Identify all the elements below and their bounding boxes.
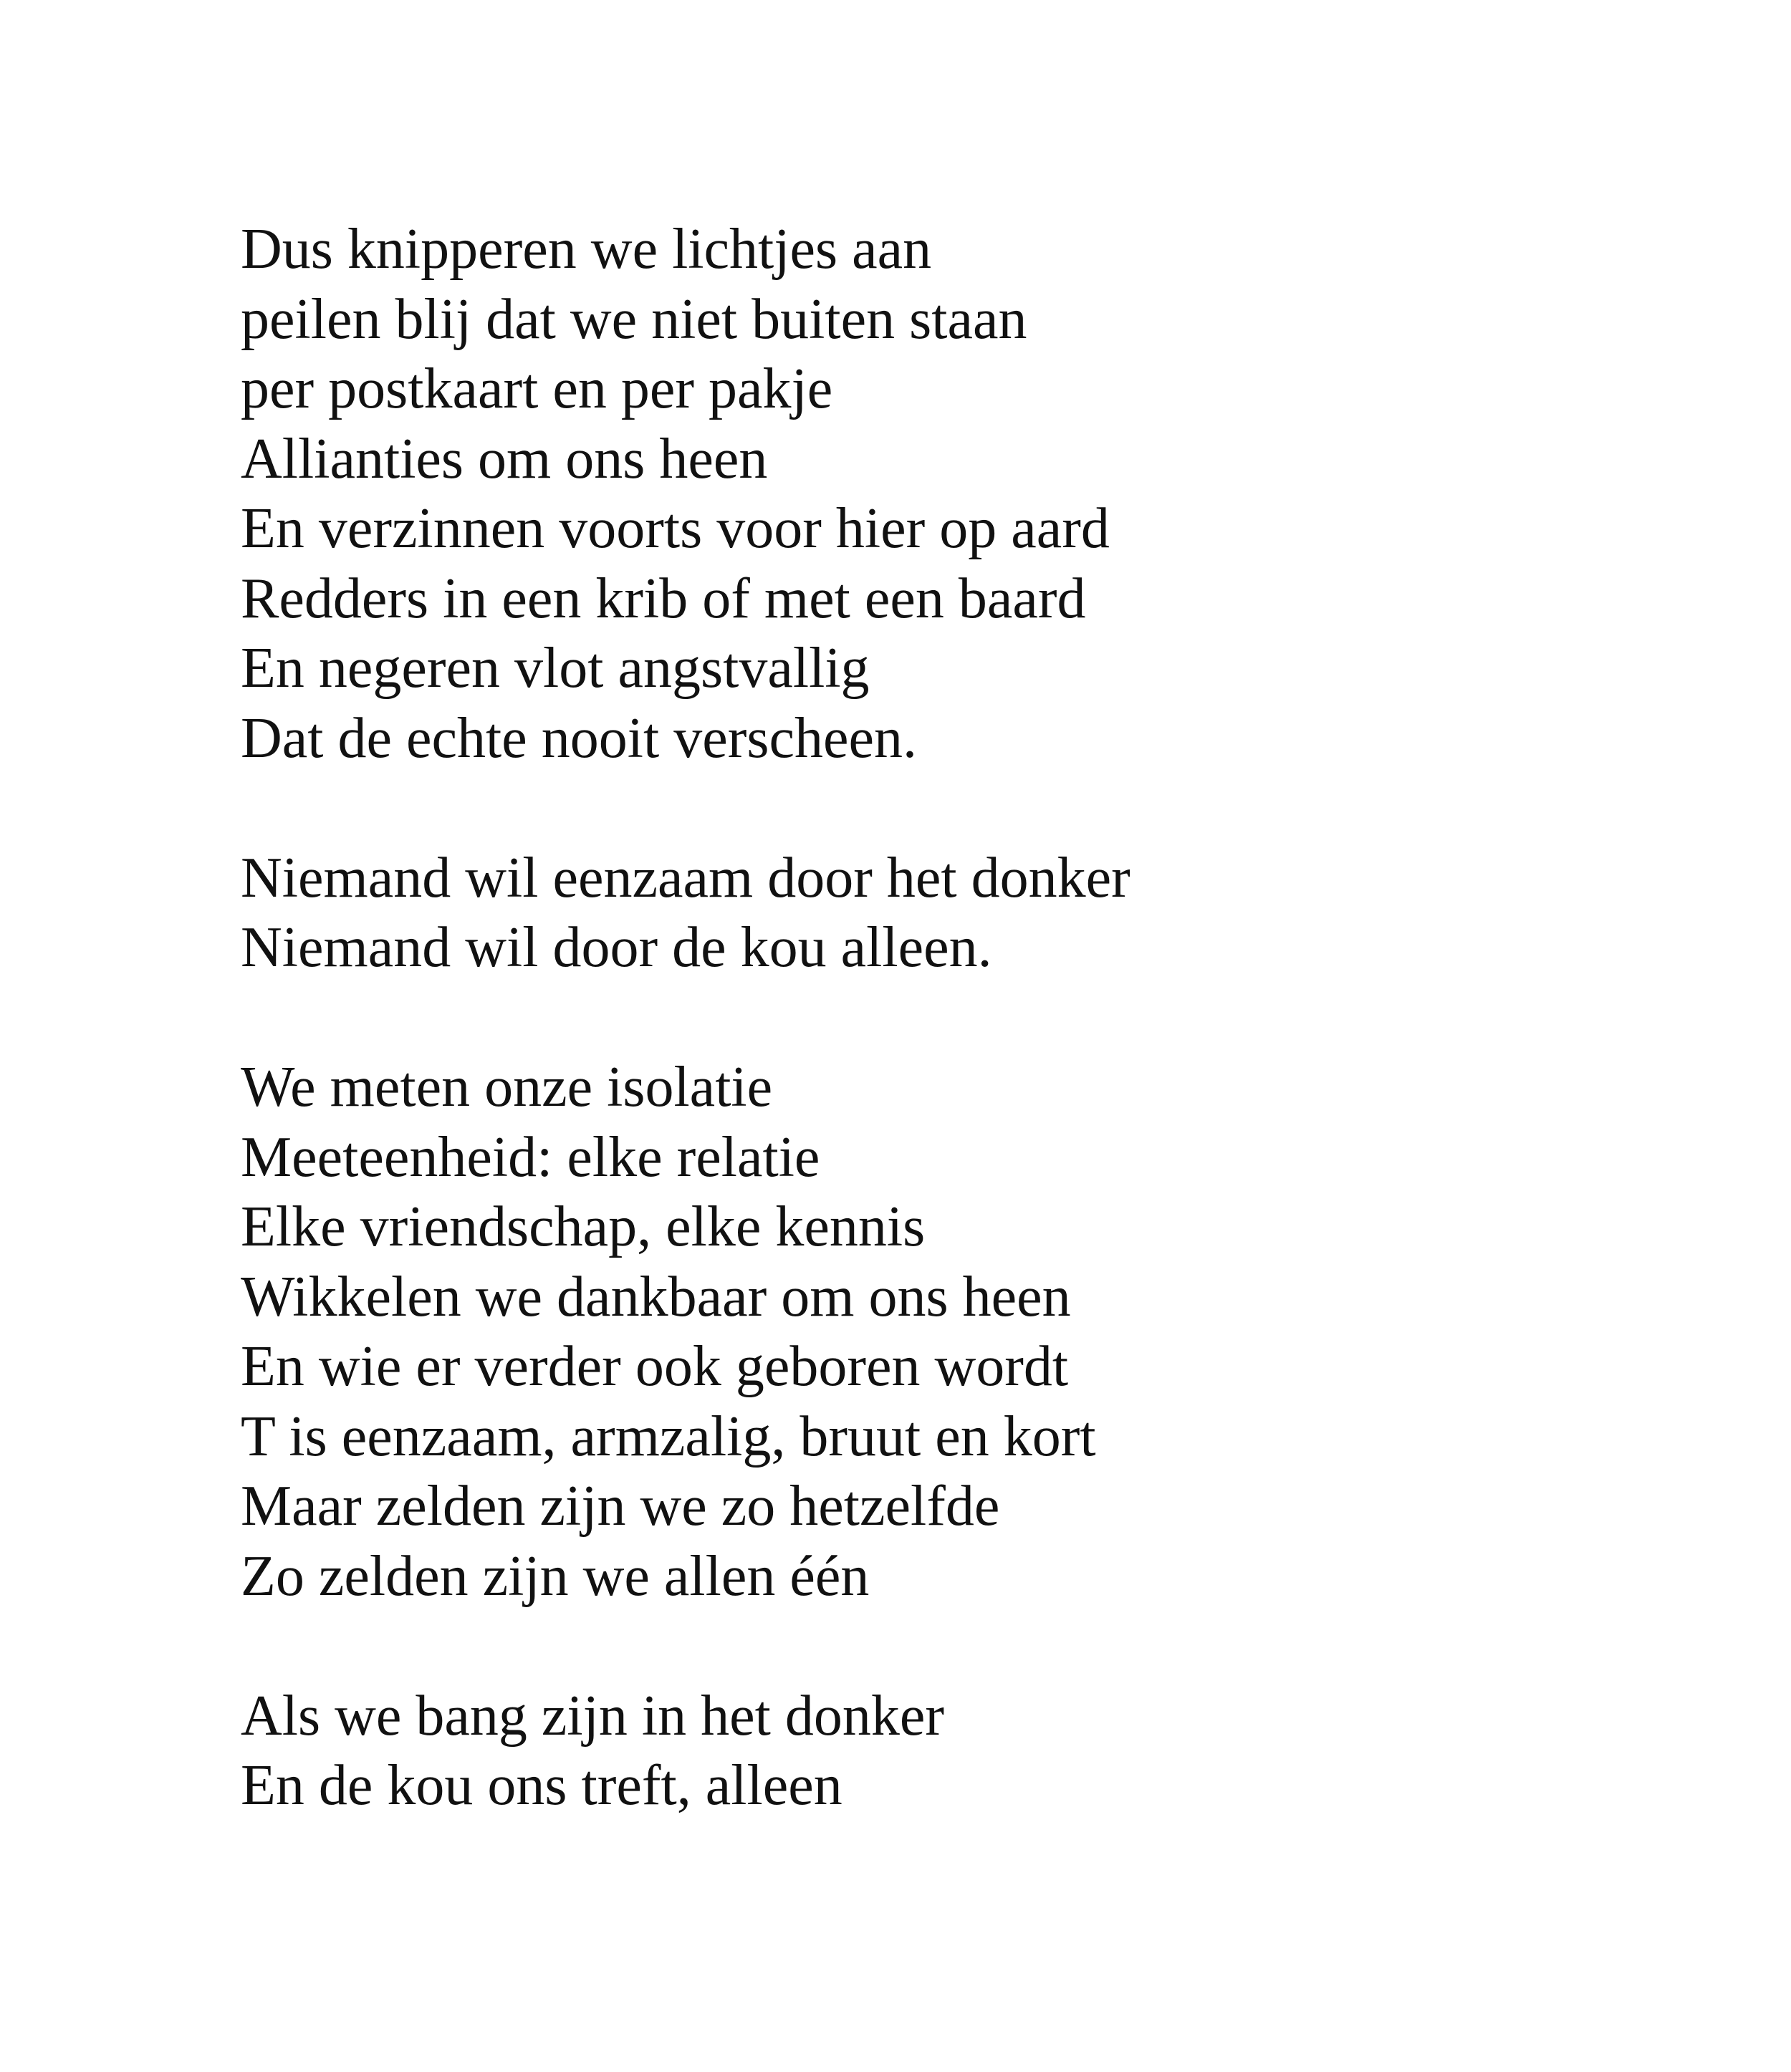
stanza-4 (241, 1682, 1674, 1821)
poem-line: Niemand wil eenzaam door het donker (241, 846, 1130, 910)
poem-line: Maar zelden zijn we zo hetzelfde (241, 1475, 1000, 1538)
poem-line: T is eenzaam, armzalig, bruut en kort (241, 1404, 1096, 1468)
poem-line: En wie er verder ook geboren wordt (241, 1335, 1069, 1398)
poem-line: Redders in een krib of met een baard (241, 567, 1086, 630)
poem-line: En negeren vlot angstvallig (241, 637, 870, 700)
poem-line: En de kou ons treft, alleen (241, 1754, 842, 1817)
poem-line: Niemand wil door de kou alleen. (241, 916, 992, 979)
poem-line: En verzinnen voorts voor hier op aard (241, 497, 1110, 560)
stanza-3 (241, 1053, 1674, 1611)
poem-line: We meten onze isolatie (241, 1056, 773, 1119)
poem-text (241, 215, 1674, 1821)
stanza-1 (241, 215, 1674, 774)
poem-line: per postkaart en per pakje (241, 357, 833, 420)
poem-line: Dat de echte nooit verscheen. (241, 706, 918, 770)
poem-line: Als we bang zijn in het donker (241, 1684, 944, 1748)
poem-line: peilen blij dat we niet buiten staan (241, 287, 1027, 351)
poem-line: Elke vriendschap, elke kennis (241, 1195, 926, 1258)
poem-line: Meeteenheid: elke relatie (241, 1125, 820, 1189)
poem-line: Zo zelden zijn we allen één (241, 1544, 870, 1608)
stanza-2 (241, 844, 1674, 983)
poem-line: Wikkelen we dankbaar om ons heen (241, 1265, 1071, 1329)
poem-line: Dus knipperen we lichtjes aan (241, 218, 932, 281)
poem-line: Allianties om ons heen (241, 427, 768, 491)
